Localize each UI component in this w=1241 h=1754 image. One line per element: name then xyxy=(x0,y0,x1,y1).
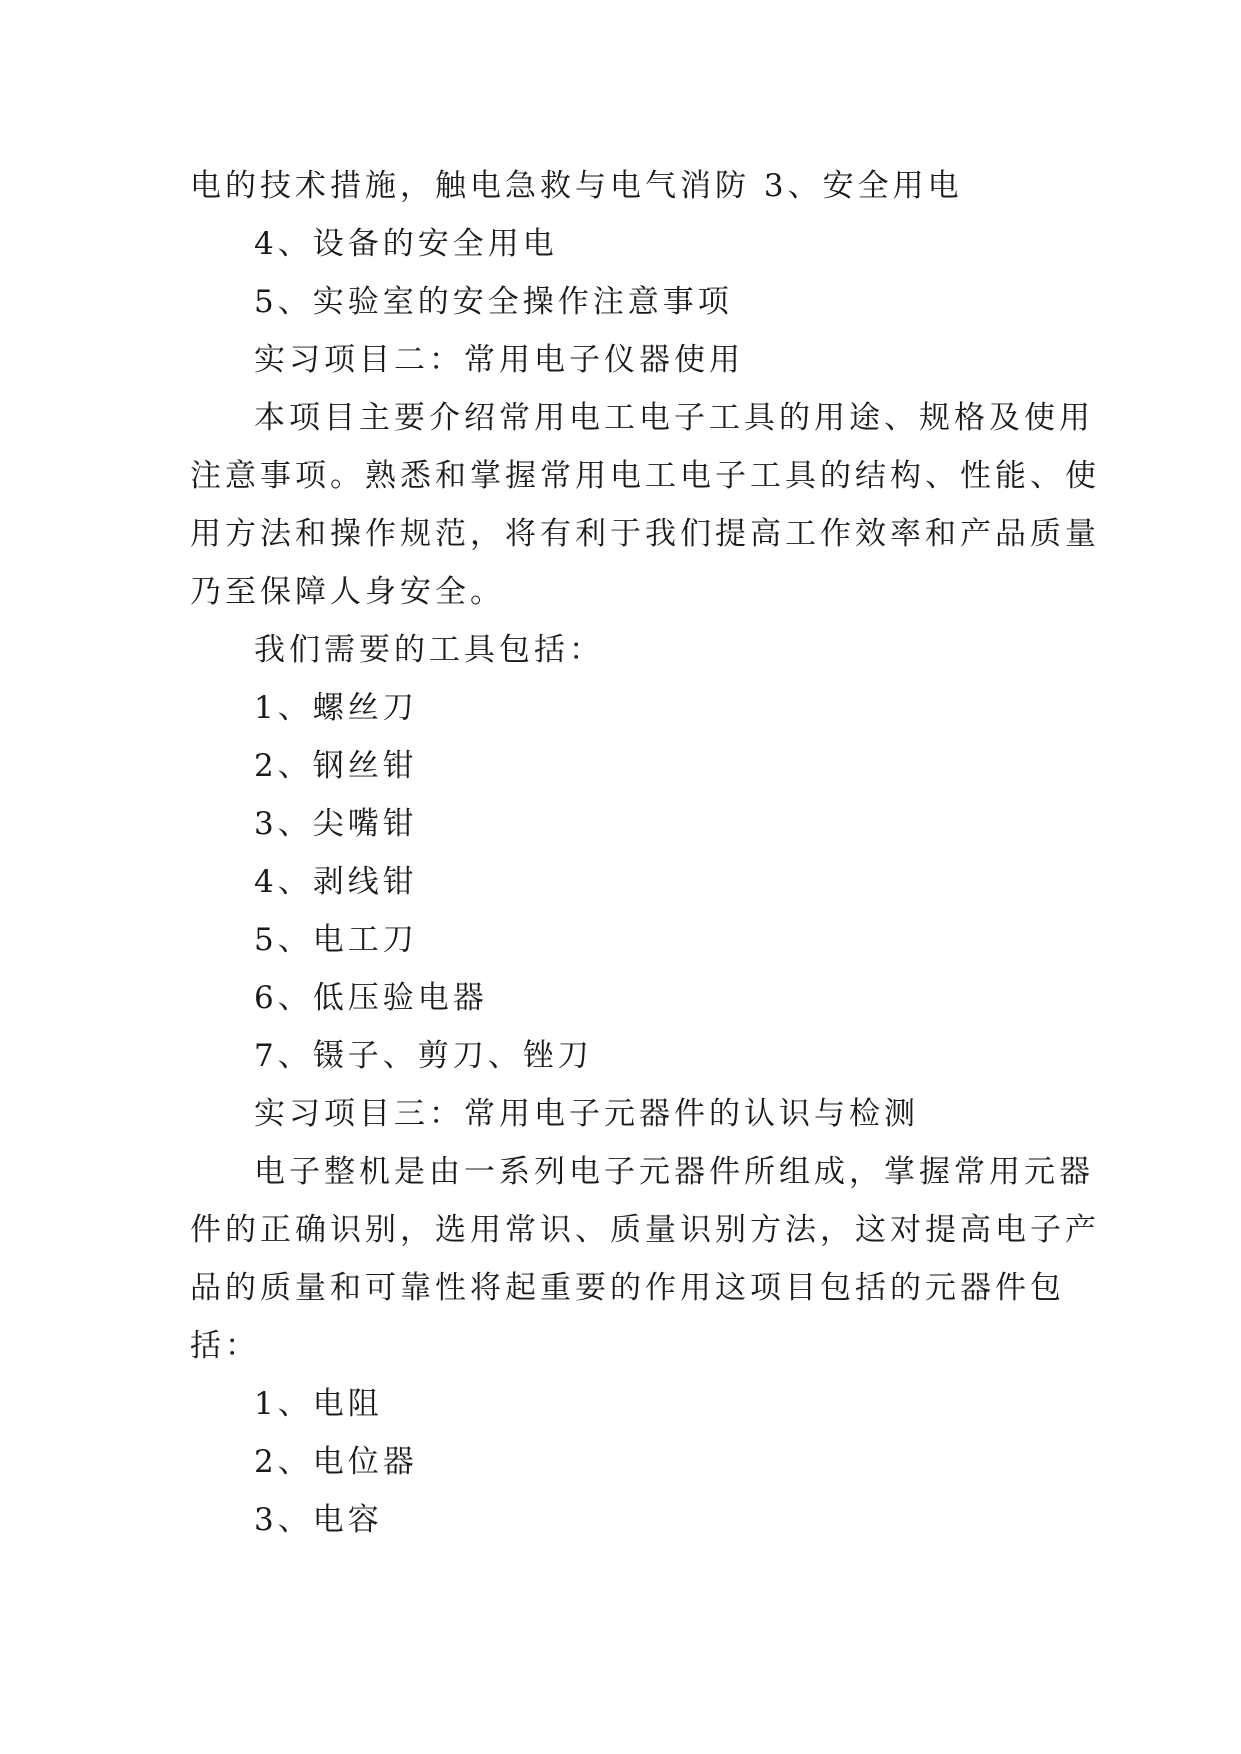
paragraph-line: 用方法和操作规范，将有利于我们提高工作效率和产品质量 xyxy=(190,516,1100,552)
paragraph-line: 品的质量和可靠性将起重要的作用这项目包括的元器件包 xyxy=(190,1270,1065,1306)
list-item-tool: 4、剥线钳 xyxy=(254,864,418,900)
section-heading-project-3: 实习项目三：常用电子元器件的认识与检测 xyxy=(254,1096,919,1132)
paragraph-line: 注意事项。熟悉和掌握常用电工电子工具的结构、性能、使 xyxy=(190,458,1100,494)
paragraph-line: 电的技术措施，触电急救与电气消防 3、安全用电 xyxy=(190,168,963,204)
list-item-component: 1、电阻 xyxy=(254,1386,383,1422)
paragraph-line: 电子整机是由一系列电子元器件所组成，掌握常用元器 xyxy=(254,1154,1094,1190)
list-item-tool: 3、尖嘴钳 xyxy=(254,806,418,842)
list-item-component: 3、电容 xyxy=(254,1502,383,1538)
paragraph-line: 我们需要的工具包括： xyxy=(254,632,604,668)
list-item-tool: 1、螺丝刀 xyxy=(254,690,418,726)
section-heading-project-2: 实习项目二：常用电子仪器使用 xyxy=(254,342,744,378)
list-item-safety-equipment: 4、设备的安全用电 xyxy=(254,226,558,262)
paragraph-line: 乃至保障人身安全。 xyxy=(190,574,505,610)
list-item-tool: 6、低压验电器 xyxy=(254,980,488,1016)
list-item-tool: 7、镊子、剪刀、锉刀 xyxy=(254,1038,593,1074)
list-item-lab-safety: 5、实验室的安全操作注意事项 xyxy=(254,284,733,320)
document-body xyxy=(190,157,1100,1549)
list-item-component: 2、电位器 xyxy=(254,1444,418,1480)
paragraph-line: 件的正确识别，选用常识、质量识别方法，这对提高电子产 xyxy=(190,1212,1100,1248)
list-item-tool: 2、钢丝钳 xyxy=(254,748,418,784)
paragraph-line: 括： xyxy=(190,1328,260,1364)
paragraph-line: 本项目主要介绍常用电工电子工具的用途、规格及使用 xyxy=(254,400,1094,436)
list-item-tool: 5、电工刀 xyxy=(254,922,418,958)
